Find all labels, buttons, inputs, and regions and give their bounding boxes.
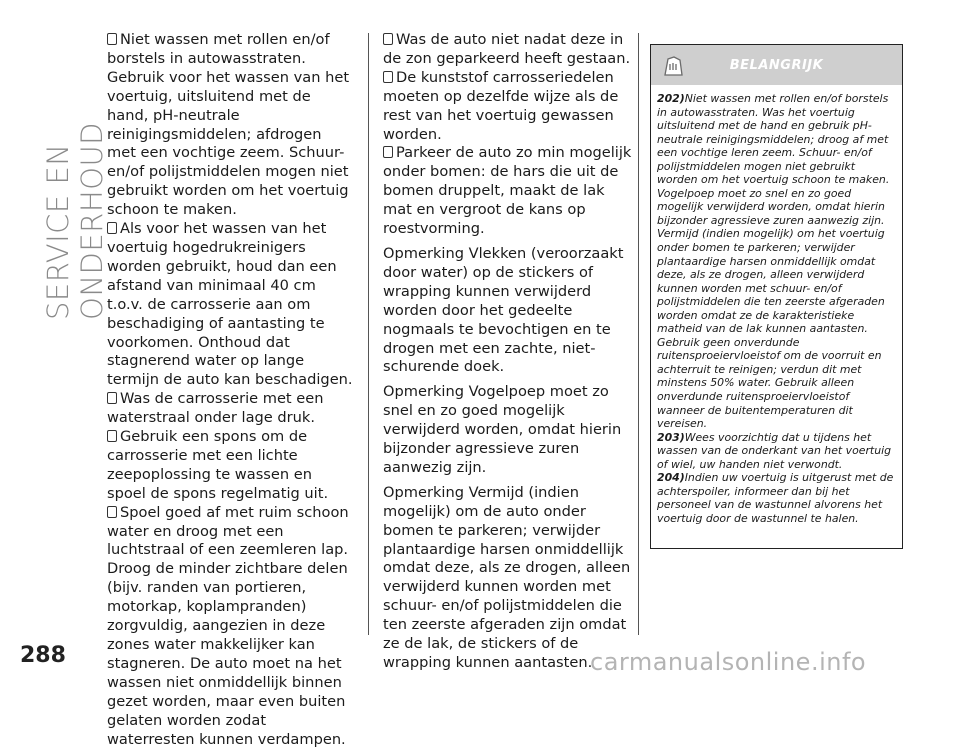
paragraph-text: Opmerking Vermijd (indien mogelijk) om de auto onder bomen te parkeren; verwijder plantaardige harsen onmiddellijk omdat deze, als ze drogen, alleen verwijderd kunnen worden met schuur- en/of polijstmiddelen die ten zeerste afgeraden zijn omdat ze de lak, de stickers of de wrapping kunnen aantasten. (383, 483, 631, 671)
note-text: Wees voorzichtig dat u tijdens het wassen van de onderkant van het voertuig of wiel, uw handen niet verwondt. (657, 430, 892, 471)
note-reference: 203) (657, 430, 685, 444)
warning-notes (651, 85, 902, 526)
warning-note (657, 431, 898, 472)
paragraph-text: Parkeer de auto zo min mogelijk onder bomen: de hars die uit de bomen druppelt, maakt de lak mat en vergroot de kans op roestvorming. (383, 144, 632, 238)
column-divider (638, 33, 639, 635)
bullet-box-icon (107, 33, 117, 45)
page-number: 288 (20, 643, 66, 668)
column-divider (368, 33, 369, 635)
paragraph-text: Opmerking Vogelpoep moet zo snel en zo goed mogelijk verwijderd worden, omdat hierin bijzonder agressieve zuren aanwezig zijn. (383, 383, 622, 476)
bullet-box-icon (383, 146, 393, 158)
bullet-box-icon (107, 506, 117, 518)
paragraph-text: Als voor het wassen van het voertuig hogedrukreinigers worden gebruikt, houd dan een afstand van minimaal 40 cm t.o.v. de carrosserie aan om beschadiging of aantasting te voorkomen. Onthoud dat stagnerend water op lange termijn de auto kan beschadigen. (107, 220, 353, 389)
bullet-box-icon (383, 33, 393, 45)
note-text: Indien uw voertuig is uitgerust met de achterspoiler, informeer dan bij het personeel van de wastunnel alvorens het voertuig door de wastunnel te halen. (657, 471, 894, 525)
paragraph-text: Was de auto niet nadat deze in de zon geparkeerd heeft gestaan. (383, 31, 631, 67)
section-title: SERVICE EN ONDERHOUD (41, 121, 109, 320)
note-reference: 204) (657, 471, 685, 485)
bullet-box-icon (107, 430, 117, 442)
bullet-paragraph (383, 31, 633, 69)
warning-note (657, 92, 898, 431)
warning-box (650, 44, 903, 549)
text-column-2 (383, 31, 633, 673)
bullet-box-icon (107, 222, 117, 234)
bullet-paragraph (107, 504, 353, 749)
paragraph-text: Gebruik een spons om de carrosserie met een lichte zeepoplossing te wassen en spoel de spons regelmatig uit. (107, 428, 329, 502)
paragraph (383, 484, 633, 673)
text-column-1 (107, 31, 353, 749)
paragraph-text: Was de carrosserie met een waterstraal onder lage druk. (107, 390, 324, 427)
warning-header (651, 45, 902, 85)
warning-title: BELANGRIJK (729, 57, 824, 73)
bullet-paragraph (107, 428, 353, 504)
paragraph-text: De kunststof carrosseriedelen moeten op dezelfde wijze als de rest van het voertuig gewassen worden. (383, 68, 619, 143)
note-text: Niet wassen met rollen en/of borstels in autowasstraten. Was het voertuig uitsluitend met de hand en gebruik pH-neutrale reinigingsmiddelen; droog af met een vochtige leren zeem. Schuur- en/of polijstmiddelen mogen niet gebruikt worden om het voertuig schoon te maken. Vogelpoep moet zo snel en zo goed mogelijk verwijderd worden, omdat hierin bijzonder agressieve zuren aanwezig zijn. Vermijd (indien mogelijk) om het voertuig onder bomen te parkeren; verwijder plantaardige harsen onmiddellijk omdat deze, als ze drogen, alleen verwijderd kunnen worden met schuur- en/of polijstmiddelen die ten zeerste afgeraden worden omdat ze de karakteristieke matheid van de lak kunnen aantasten. Gebruik geen onverdunde ruitensproeiervloeistof om de voorruit en achterruit te reinigen; verdun dit met minstens 50% water. Gebruik alleen onverdunde ruitensproeiervloeistof wanneer de buitentemperaturen dit vereisen. (657, 92, 890, 431)
bullet-paragraph (107, 31, 353, 220)
watermark: carmanualsonline.info (590, 648, 867, 676)
paragraph-text: Spoel goed af met ruim schoon water en droog met een luchtstraal of een zeemleren lap. Droog de minder zichtbare delen (bijv. randen van portieren, motorkap, koplampranden) zorgvuldig, aangezien in deze zones water makkelijker kan stagneren. De auto moet na het wassen niet onmiddellijk binnen gezet worden, maar even buiten gelaten worden zodat waterresten kunnen verdampen. (107, 503, 349, 748)
warning-hand-icon (661, 55, 685, 77)
paragraph (383, 383, 633, 478)
bullet-paragraph (107, 390, 353, 428)
note-reference: 202) (657, 92, 685, 105)
bullet-box-icon (107, 392, 117, 404)
bullet-paragraph (383, 69, 633, 145)
paragraph (383, 245, 633, 377)
paragraph-text: Opmerking Vlekken (veroorzaakt door water) op de stickers of wrapping kunnen verwijderd worden door het gedeelte nogmaals te bevochtigen en te drogen met een zachte, niet-schurende doek. (383, 244, 624, 376)
warning-note (657, 471, 898, 525)
bullet-paragraph (383, 144, 633, 239)
paragraph-text: Niet wassen met rollen en/of borstels in autowasstraten. Gebruik voor het wassen van het voertuig, uitsluitend met de hand, pH-neutrale reinigingsmiddelen; afdrogen met een vochtige zeem. Schuur- en/of polijstmiddelen mogen niet gebruikt worden om het voertuig schoon te maken. (107, 31, 350, 219)
bullet-paragraph (107, 220, 353, 390)
bullet-box-icon (383, 71, 393, 83)
